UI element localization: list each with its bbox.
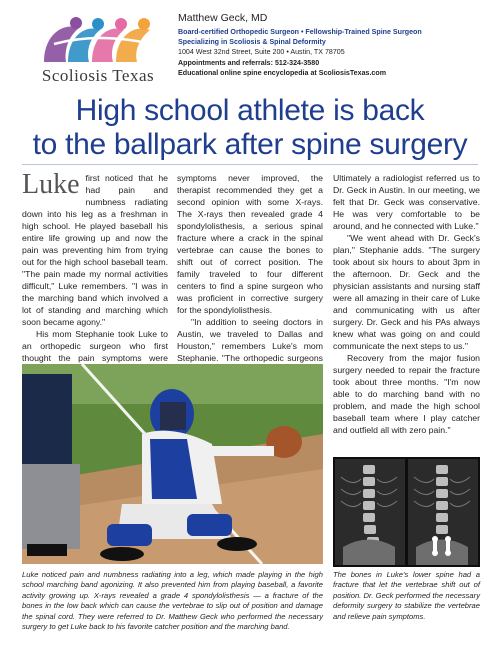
- paragraph: [22, 169, 168, 328]
- encyclopedia-link[interactable]: Educational online spine encyclopedia at ScoliosisTexas.com: [178, 68, 387, 77]
- paragraph: "In addition to seeing doctors in Austin, we traveled to Dallas and Houston," remembers Luke's mom Stephanie. "The orthopedic surgeons: [177, 317, 323, 363]
- headline: [0, 94, 500, 162]
- doctor-name: Matthew Geck, MD: [178, 12, 268, 24]
- xray-caption: The bones in Luke's lower spine had a fracture that let the vertebrae shift out of position. Dr. Geck performed the necessary deformity surgery to stabilize the vertebrae and relieve pain symptoms.: [333, 570, 480, 621]
- catcher-photo: [22, 364, 323, 564]
- spine-xray-image: [333, 457, 480, 567]
- contact-block: [178, 12, 488, 78]
- drop-cap: Luke: [22, 169, 80, 200]
- paragraph: Ultimately a radiologist referred us to Dr. Geck in Austin. In our meeting, we felt that Dr. Geck was conservative. He was very comfortable to be around, and he connected with Luke.": [333, 173, 480, 231]
- baseball-catcher-image: [22, 364, 323, 564]
- specialty: Specializing in Scoliosis & Spinal Deformity: [178, 38, 326, 47]
- paragraph-text: first noticed that he had pain and numbness radiating down into his leg as a freshman in high school. He played baseball his entire life growing up and now the pain was preventing him from trying out for the high school baseball team. "The pain made my normal activities difficult," Luke remembers. "I was in the marching band which involved a lot of standing and marching which soon became agony.": [22, 173, 168, 327]
- credentials: Board-certified Orthopedic Surgeon • Fellowship-Trained Spine Surgeon: [178, 28, 422, 36]
- paragraph: "We went ahead with Dr. Geck's plan," Stephanie adds. "The surgery took about six hours to about 3pm in the afternoon. Dr. Geck and the physician assistants and nursing staff were all amazing in their care of Luke and communicating with us after surgery. Dr. Geck and his PAs always knew what was going on and could communicate the next steps to us.": [333, 233, 480, 351]
- logo-figures-icon: [34, 14, 162, 64]
- paragraph: His mom Stephanie took Luke to an orthopedic surgeon who first thought the pain symptoms were: [22, 329, 168, 363]
- headline-line-1: High school athlete is back: [75, 94, 425, 127]
- scoliosis-texas-logo: [28, 14, 168, 86]
- xray-images: [333, 457, 480, 567]
- header: [0, 0, 500, 92]
- paragraph: symptoms never improved, the therapist recommended they get a second opinion with some X-rays. The X-rays then revealed grade 4 spondylolisthesis, a serious spinal fracture where a crack in the spinal vertebrae can cause the bones to shift out of correct position. The family traveled to four different centers to find a spine surgeon who was proficient in corrective surgery for the spondylolisthesis.: [177, 173, 323, 315]
- address: 1004 West 32nd Street, Suite 200 • Austin, TX 78705: [178, 48, 345, 57]
- headline-line-2: to the ballpark after spine surgery: [32, 128, 468, 161]
- headline-divider: [22, 164, 478, 165]
- photo-caption: Luke noticed pain and numbness radiating into a leg, which made playing in the high school marching band agonizing. It also prevented him from playing baseball, a favorite activity growing up. X-rays revealed a grade 4 spondylolisthesis — a fracture of the bones in the low back which can cause the vertebrae to slip out of position and damage the spinal cord. They were referred to Dr. Matthew Geck who performed the necessary surgery to get Luke back to his favorite catcher position and the marching band.: [22, 570, 323, 632]
- paragraph: Recovery from the major fusion surgery needed to repair the fracture took about three months. "I'm now able to do marching band with no problem, and made the high school baseball team where I play catcher and outfield all with zero pain.": [333, 353, 480, 435]
- appointments: Appointments and referrals: 512-324-3580: [178, 58, 320, 67]
- logo-text: Scoliosis Texas: [41, 66, 155, 85]
- article-column-3: [333, 172, 480, 436]
